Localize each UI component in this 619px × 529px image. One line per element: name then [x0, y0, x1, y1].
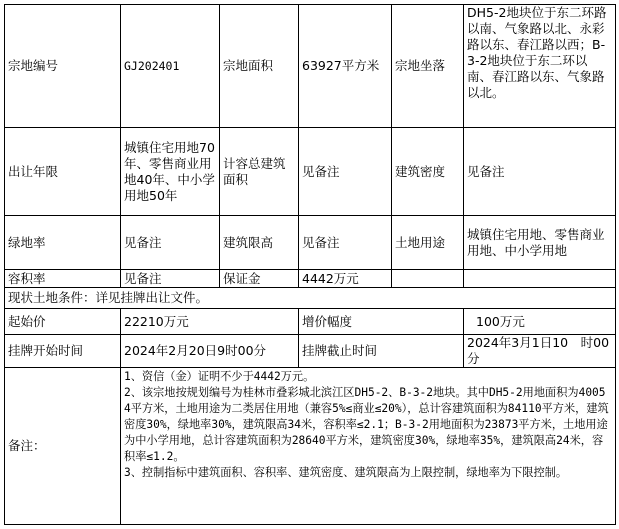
listing-start-time: 2024年2月20日9时00分: [121, 335, 299, 368]
note-item: 2、该宗地按规划编号为桂林市叠彩城北滨江区DH5-2、B-3-2地块。其中DH5-2用地面积为40054平方米，土地用途为二类居住用地（兼容5%≤商业≤20%），总计容建筑面积为84110平方米，建筑密度30%，绿地率30%，建筑限高34米，容积率≤2.1；B-3-2用地面积为23873平方米，土地用途为中小学用地，总计容建筑面积为28640平方米，建筑密度30%，绿地率35%，建筑限高24米，容积率≤1.2。: [124, 386, 609, 463]
label-listing-end: 挂牌截止时间: [299, 335, 464, 368]
row-green: [5, 216, 616, 270]
label-green-ratio: 绿地率: [5, 216, 121, 270]
label-parcel-location: 宗地坐落: [392, 5, 464, 128]
label-building-density: 建筑密度: [392, 128, 464, 216]
increment: 100万元: [464, 309, 616, 335]
floor-area-ratio: 见备注: [121, 270, 220, 288]
parcel-code: GJ202401: [121, 5, 220, 128]
label-land-use: 土地用途: [392, 216, 464, 270]
row-notes: [5, 368, 616, 525]
empty-cell: [464, 270, 616, 288]
lease-term: 城镇住宅用地70年、零售商业用地40年、中小学用地50年: [121, 128, 220, 216]
label-deposit: 保证金: [220, 270, 299, 288]
notes-content: [121, 368, 616, 525]
row-term: [5, 128, 616, 216]
listing-end-time: 2024年3月1日10 时00分: [464, 335, 616, 368]
building-density: 见备注: [464, 128, 616, 216]
note-item: 3、控制指标中建筑面积、容积率、建筑密度、建筑限高为上限控制，绿地率为下限控制。: [124, 466, 568, 479]
label-lease-term: 出让年限: [5, 128, 121, 216]
row-far: [5, 270, 616, 288]
land-use: 城镇住宅用地、零售商业用地、中小学用地: [464, 216, 616, 270]
green-ratio: 见备注: [121, 216, 220, 270]
label-floor-area-ratio: 容积率: [5, 270, 121, 288]
empty-cell: [392, 270, 464, 288]
land-condition: 现状土地条件：详见挂牌出让文件。: [5, 288, 616, 309]
label-increment: 增价幅度: [299, 309, 464, 335]
start-price: 22210万元: [121, 309, 299, 335]
label-parcel-area: 宗地面积: [220, 5, 299, 128]
label-total-floor-area: 计容总建筑面积: [220, 128, 299, 216]
row-price: [5, 309, 616, 335]
height-limit: 见备注: [299, 216, 392, 270]
parcel-location: DH5-2地块位于东二环路以南、气象路以北、永彩路以东、春江路以西；B-3-2地块位于东二环以南、春江路以东、气象路以北。: [464, 5, 616, 128]
note-item: 1、资信（金）证明不少于4442万元。: [124, 370, 315, 383]
row-parcel: [5, 5, 616, 128]
label-height-limit: 建筑限高: [220, 216, 299, 270]
deposit: 4442万元: [299, 270, 392, 288]
parcel-area: 63927平方米: [299, 5, 392, 128]
row-time: [5, 335, 616, 368]
label-notes: 备注：: [5, 368, 121, 525]
land-listing-table: [4, 4, 616, 525]
total-floor-area: 见备注: [299, 128, 392, 216]
row-condition: [5, 288, 616, 309]
label-start-price: 起始价: [5, 309, 121, 335]
label-listing-start: 挂牌开始时间: [5, 335, 121, 368]
label-parcel-code: 宗地编号: [5, 5, 121, 128]
